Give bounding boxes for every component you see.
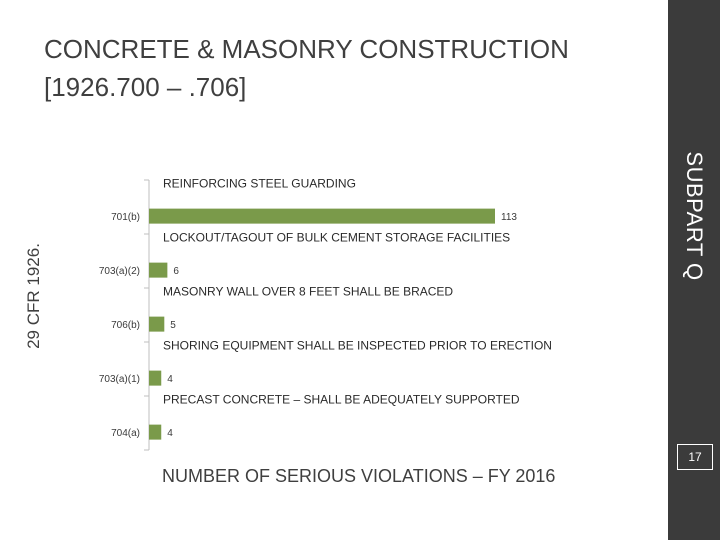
cfr-label: 29 CFR 1926. [24, 243, 43, 349]
subpart-label: SUBPART Q [682, 151, 707, 281]
category-tick-label: 703(a)(1) [98, 374, 140, 386]
category-tick-label: 704(a) [111, 428, 140, 440]
category-tick-label: 703(a)(2) [98, 266, 140, 278]
bar [149, 317, 164, 332]
bar [149, 371, 161, 386]
bar-value-label: 5 [170, 320, 176, 332]
page-number: 17 [677, 444, 713, 470]
slide-title-line-1: CONCRETE & MASONRY CONSTRUCTION [44, 34, 569, 64]
slide-title-line-2: [1926.700 – .706] [44, 72, 247, 102]
category-tick-label: 706(b) [111, 320, 140, 332]
bar-annotation: SHORING EQUIPMENT SHALL BE INSPECTED PRIOR TO ERECTION [163, 338, 552, 353]
bar [149, 263, 167, 278]
bar-annotation: LOCKOUT/TAGOUT OF BULK CEMENT STORAGE FACILITIES [163, 230, 511, 245]
bar-value-label: 113 [501, 212, 517, 224]
category-tick-label: 701(b) [111, 212, 140, 224]
bar [149, 209, 495, 224]
bar-value-label: 4 [167, 374, 173, 386]
bar-annotation: MASONRY WALL OVER 8 FEET SHALL BE BRACED [163, 284, 454, 299]
bar-annotation: PRECAST CONCRETE – SHALL BE ADEQUATELY SUPPORTED [163, 392, 520, 407]
bar-value-label: 4 [167, 428, 173, 440]
bar-value-label: 6 [173, 266, 179, 278]
bar [149, 425, 161, 440]
bar-annotation: REINFORCING STEEL GUARDING [163, 176, 356, 191]
chart-footer-caption: NUMBER OF SERIOUS VIOLATIONS – FY 2016 [162, 466, 556, 486]
page-number-box [670, 440, 720, 474]
